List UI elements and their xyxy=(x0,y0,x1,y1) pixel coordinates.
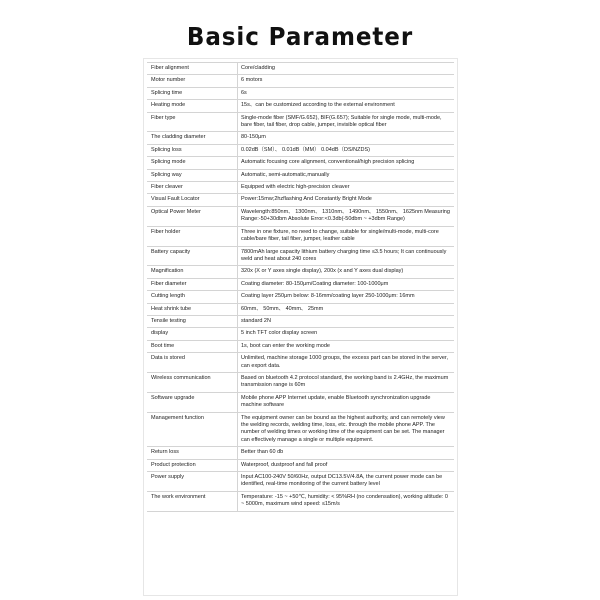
parameter-value: 1s, boot can enter the working mode xyxy=(238,340,455,352)
parameter-name: display xyxy=(147,328,238,340)
page-title: Basic Parameter xyxy=(186,22,414,51)
table-row xyxy=(147,246,454,266)
parameter-name: Return loss xyxy=(147,447,238,459)
table-row xyxy=(147,132,454,144)
table-row xyxy=(147,353,454,373)
parameter-name: Magnification xyxy=(147,266,238,278)
parameter-name: The work environment xyxy=(147,491,238,511)
parameter-name: Software upgrade xyxy=(147,392,238,412)
parameter-name: Tensile testing xyxy=(147,315,238,327)
table-row xyxy=(147,63,454,75)
table-row xyxy=(147,157,454,169)
parameter-value: standard 2N xyxy=(238,315,455,327)
parameter-value: Core/cladding xyxy=(238,63,455,75)
parameter-value: Coating diameter: 80-150μm/Coating diameter: 100-1000μm xyxy=(238,278,455,290)
parameter-value: Automatic focusing core alignment, conventional/high precision splicing xyxy=(238,157,455,169)
parameter-value: Automatic, semi-automatic,manually xyxy=(238,169,455,181)
parameter-value: Equipped with electric high-precision cleaver xyxy=(238,182,455,194)
table-row xyxy=(147,491,454,511)
parameter-value: Input AC100-240V 50/60Hz, output DC13.5V/4.8A, the current power mode can be identified, real-time monitoring of the current battery level xyxy=(238,472,455,492)
table-row xyxy=(147,194,454,206)
parameter-value: Better than 60 db xyxy=(238,447,455,459)
parameter-value: Single-mode fiber (SMF/G.652), BIF(G.657); Suitable for single mode, multi-mode, bare fiber, tail fiber, drop cable, jumper, invisible optical fiber xyxy=(238,112,455,132)
parameter-name: Power supply xyxy=(147,472,238,492)
parameter-name: Motor number xyxy=(147,75,238,87)
table-row xyxy=(147,412,454,447)
parameter-value: Unlimited, machine storage 1000 groups, the excess part can be stored in the server, can export data. xyxy=(238,353,455,373)
table-row xyxy=(147,75,454,87)
parameter-value: Temperature: -15 ~ +50℃, humidity: < 95%RH (no condensation), working altitude: 0 ~ 5000m, maximum wind speed: ≤15m/s xyxy=(238,491,455,511)
table-row xyxy=(147,226,454,246)
table-row xyxy=(147,447,454,459)
parameter-name: Fiber holder xyxy=(147,226,238,246)
parameter-value: Mobile phone APP Internet update, enable Bluetooth synchronization upgrade machine software xyxy=(238,392,455,412)
parameter-table-body xyxy=(147,63,454,512)
parameter-value: 320x (X or Y axes single display), 200x (x and Y axes dual display) xyxy=(238,266,455,278)
parameter-value: Three in one fixture, no need to change, suitable for single/multi-mode, multi-core cable/bare fiber, tail fiber, jumper, leather cable xyxy=(238,226,455,246)
parameter-name: Fiber alignment xyxy=(147,63,238,75)
parameter-name: Battery capacity xyxy=(147,246,238,266)
table-row xyxy=(147,278,454,290)
table-row xyxy=(147,392,454,412)
parameter-name: Heat shrink tube xyxy=(147,303,238,315)
parameter-name: Boot time xyxy=(147,340,238,352)
parameter-name: Visual Fault Locator xyxy=(147,194,238,206)
parameter-value: Based on bluetooth 4.2 protocol standard, the working band is 2.4GHz, the maximum transmission range is 60m xyxy=(238,372,455,392)
parameter-name: Cutting length xyxy=(147,291,238,303)
parameter-name: Splicing time xyxy=(147,87,238,99)
table-row xyxy=(147,169,454,181)
parameter-value: Power:15mw;2hzflashing And Constantly Bright Mode xyxy=(238,194,455,206)
parameter-name: Fiber diameter xyxy=(147,278,238,290)
table-row xyxy=(147,472,454,492)
table-row xyxy=(147,328,454,340)
table-row xyxy=(147,206,454,226)
parameter-value: 7800mAh large capacity lithium battery charging time ≤3.5 hours; It can continuously weld and heat about 240 cores xyxy=(238,246,455,266)
parameter-table xyxy=(147,62,454,512)
parameter-value: 60mm、 50mm、 40mm、 25mm xyxy=(238,303,455,315)
parameter-value: The equipment owner can be bound as the highest authority, and can remotely view the welding records, welding time, loss, etc. through the mobile phone APP. The number of welding times or working time of the equipment can be set. The manager can effectively manage a single or multiple equipment. xyxy=(238,412,455,447)
parameter-value: 6s xyxy=(238,87,455,99)
parameter-name: Management function xyxy=(147,412,238,447)
table-row xyxy=(147,144,454,156)
parameter-value: 15s、can be customized according to the external environment xyxy=(238,100,455,112)
parameter-value: Coating layer 250μm below: 8-16mm/coating layer 250-1000μm: 16mm xyxy=(238,291,455,303)
table-row xyxy=(147,291,454,303)
table-row xyxy=(147,372,454,392)
table-row xyxy=(147,87,454,99)
parameter-name: Data is stored xyxy=(147,353,238,373)
parameter-value: 80-150μm xyxy=(238,132,455,144)
table-row xyxy=(147,459,454,471)
table-row xyxy=(147,315,454,327)
table-row xyxy=(147,266,454,278)
parameter-name: Wireless communication xyxy=(147,372,238,392)
table-row xyxy=(147,100,454,112)
table-row xyxy=(147,112,454,132)
parameter-name: Heating mode xyxy=(147,100,238,112)
parameter-name: Fiber type xyxy=(147,112,238,132)
parameter-name: The cladding diameter xyxy=(147,132,238,144)
parameter-name: Product protection xyxy=(147,459,238,471)
table-row xyxy=(147,340,454,352)
table-row xyxy=(147,182,454,194)
parameter-name: Splicing loss xyxy=(147,144,238,156)
table-row xyxy=(147,303,454,315)
parameter-value: Wavelength:850nm、 1300nm、 1310nm、 1490nm、 1550nm、 1625nm Measuring Range:-50+30dbm Absolute Error:<0.3db(-50dbm ~ +3dbm Range) xyxy=(238,206,455,226)
parameter-name: Splicing mode xyxy=(147,157,238,169)
parameter-value: 0.02dB（SM）、 0.01dB（MM） 0.04dB（DS/NZDS) xyxy=(238,144,455,156)
parameter-value: 6 motors xyxy=(238,75,455,87)
parameter-name: Splicing way xyxy=(147,169,238,181)
parameter-value: Waterproof, dustproof and fall proof xyxy=(238,459,455,471)
parameter-name: Fiber cleaver xyxy=(147,182,238,194)
parameter-name: Optical Power Meter xyxy=(147,206,238,226)
parameter-value: 5 inch TFT color display screen xyxy=(238,328,455,340)
